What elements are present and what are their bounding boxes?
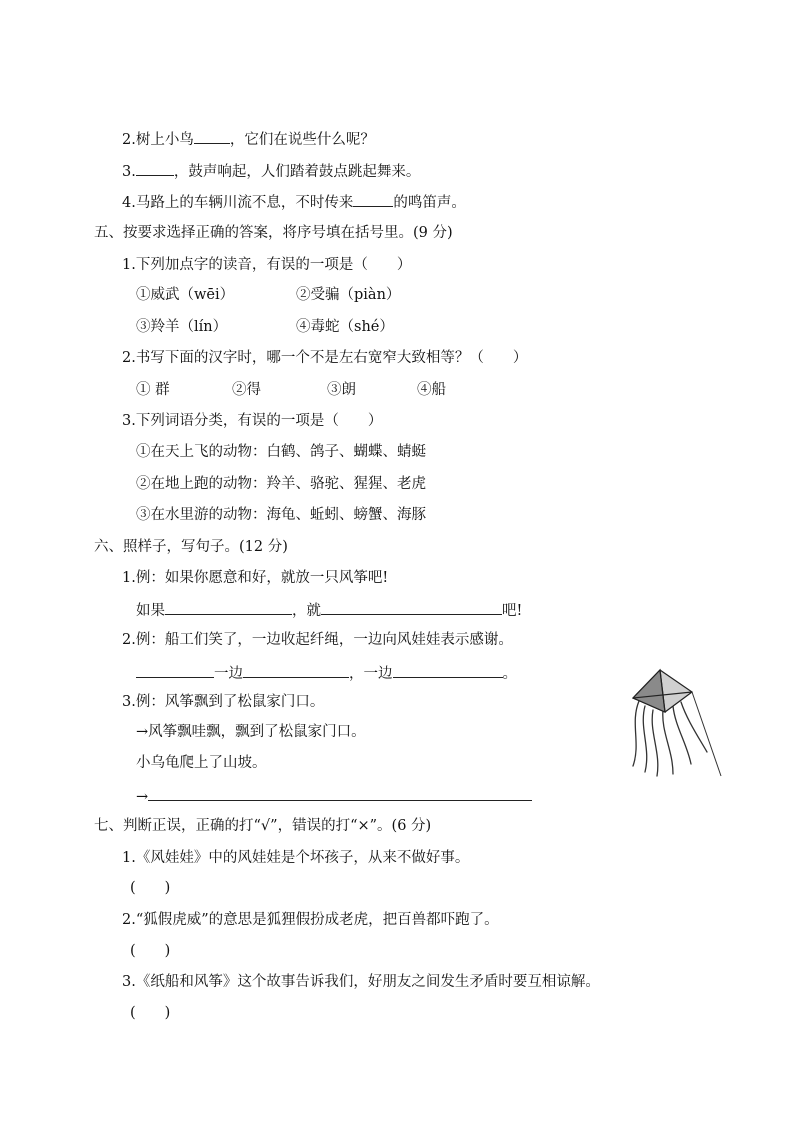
p5-q3-option-3: ③在水里游的动物：海龟、蚯蚓、螃蟹、海豚 <box>136 507 426 523</box>
p5-q1-option-1: ①威武（wēi） <box>136 287 235 303</box>
p5-q2-option-3: ③朗 <box>327 382 356 398</box>
p5-q2-stem: 2.书写下面的汉字时，哪一个不是左右宽窄大致相等？（ ） <box>122 350 528 366</box>
fill-blank-q4 <box>122 191 466 213</box>
q3-text-pre: 3. <box>122 164 136 180</box>
p7-item-2-text: 2.“狐假虎威”的意思是狐狸假扮成老虎，把百兽都吓跑了。 <box>122 912 499 928</box>
answer-blank[interactable] <box>136 160 174 176</box>
p6-q1-word-2: ，就 <box>292 603 321 619</box>
kite-body <box>633 670 692 712</box>
p6-q2-answer-line <box>136 662 517 684</box>
answer-blank[interactable] <box>393 662 503 678</box>
q4-text-post: 的鸣笛声。 <box>393 195 466 211</box>
section-6-heading: 六、照样子，写句子。(12 分) <box>94 539 288 555</box>
p6-q2-word-3: 。 <box>502 666 517 682</box>
p5-q1-option-4: ④毒蛇（shé） <box>296 319 394 335</box>
p6-q2-word-1: 一边 <box>214 666 243 682</box>
p5-q2-option-4: ④船 <box>417 382 446 398</box>
p7-item-1-paren[interactable]: ( ) <box>130 880 171 896</box>
p5-q1-option-2: ②受骗（piàn） <box>296 287 401 303</box>
p6-q3-example: 3.例：风筝飘到了松鼠家门口。 <box>122 694 325 710</box>
q3-text-post: ，鼓声响起，人们踏着鼓点跳起舞来。 <box>173 164 421 180</box>
p5-q1-stem: 1.下列加点字的读音，有误的一项是（ ） <box>122 257 412 273</box>
kite-illustration <box>625 668 725 783</box>
p6-q3-prompt: 小乌龟爬上了山坡。 <box>136 755 267 771</box>
p5-q3-option-2: ②在地上跑的动物：羚羊、骆驼、猩猩、老虎 <box>136 476 426 492</box>
fill-blank-q3 <box>122 160 420 182</box>
p6-q1-example: 1.例：如果你愿意和好，就放一只风筝吧! <box>122 570 389 586</box>
answer-blank[interactable] <box>148 785 532 801</box>
p5-q3-stem: 3.下列词语分类，有误的一项是（ ） <box>122 413 383 429</box>
fill-blank-q2 <box>122 128 375 150</box>
q2-text-post: ，它们在说些什么呢？ <box>229 132 375 148</box>
section-7-heading: 七、判断正误，正确的打“√”，错误的打“×”。(6 分) <box>94 818 432 834</box>
p6-q1-answer-line <box>136 599 522 621</box>
p5-q2-option-1: ① 群 <box>136 382 170 398</box>
p6-q1-word-1: 如果 <box>136 603 165 619</box>
q4-text-pre: 4.马路上的车辆川流不息，不时传来 <box>122 195 354 211</box>
p7-item-2-paren[interactable]: ( ) <box>130 943 171 959</box>
p5-q2-option-2: ②得 <box>232 382 261 398</box>
p6-q2-word-2: ，一边 <box>349 666 393 682</box>
answer-blank[interactable] <box>165 599 292 615</box>
p6-q1-word-3: 吧! <box>502 603 523 619</box>
answer-blank[interactable] <box>243 662 349 678</box>
answer-blank[interactable] <box>194 128 230 144</box>
answer-blank[interactable] <box>353 191 393 207</box>
p6-q3-model: →风筝飘哇飘，飘到了松鼠家门口。 <box>136 724 366 740</box>
p7-item-3-text: 3.《纸船和风筝》这个故事告诉我们，好朋友之间发生矛盾时要互相谅解。 <box>122 974 600 990</box>
p5-q3-option-1: ①在天上飞的动物：白鹤、鸽子、蝴蝶、蜻蜓 <box>136 444 426 460</box>
answer-blank[interactable] <box>136 662 214 678</box>
section-5-heading: 五、按要求选择正确的答案，将序号填在括号里。(9 分) <box>94 225 453 241</box>
kite-tails <box>633 701 707 776</box>
q2-text-pre: 2.树上小鸟 <box>122 132 194 148</box>
p7-item-3-paren[interactable]: ( ) <box>130 1005 171 1021</box>
answer-blank[interactable] <box>321 599 502 615</box>
arrow-icon: → <box>136 789 149 805</box>
p6-q3-answer-line <box>136 785 532 807</box>
p5-q1-option-3: ③羚羊（lín） <box>136 319 228 335</box>
p6-q2-example: 2.例：船工们笑了，一边收起纤绳，一边向风娃娃表示感谢。 <box>122 632 513 648</box>
p7-item-1-text: 1.《风娃娃》中的风娃娃是个坏孩子，从来不做好事。 <box>122 850 470 866</box>
